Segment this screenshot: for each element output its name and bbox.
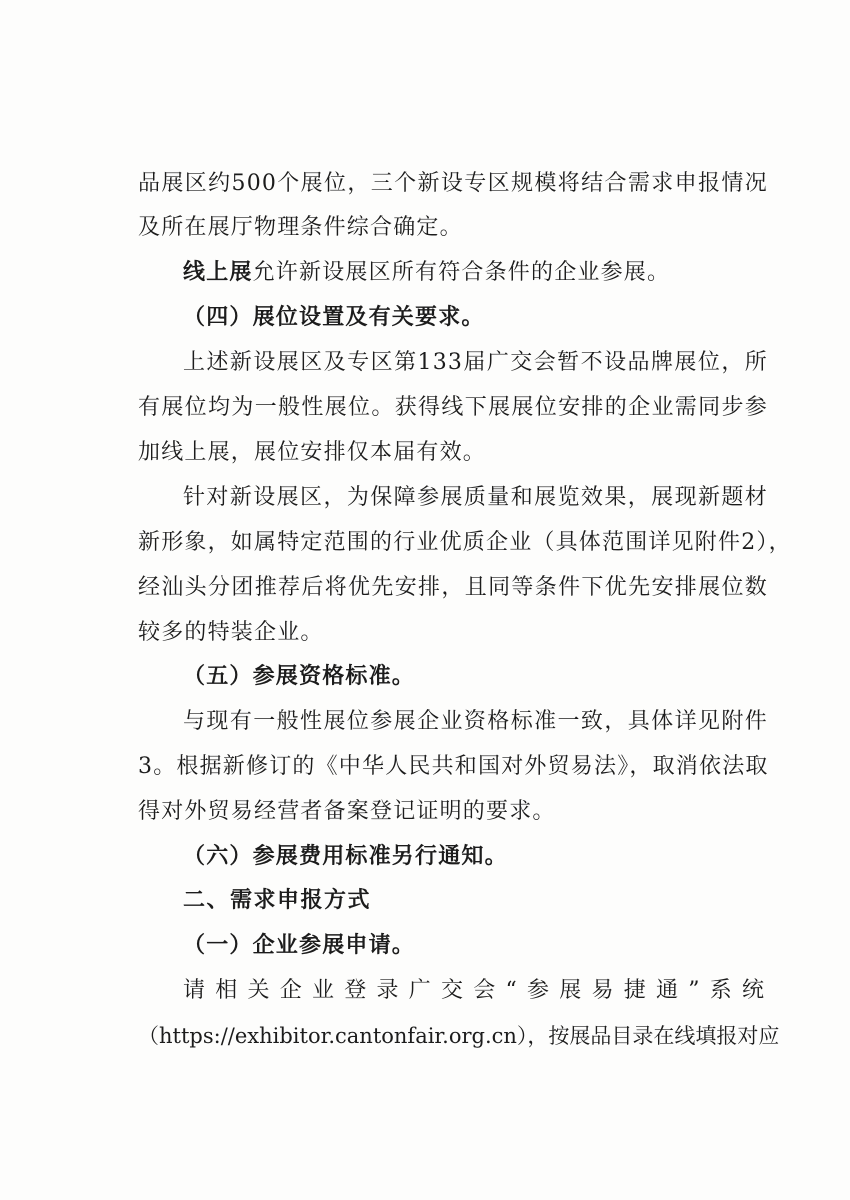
paragraph-line: 得对外贸易经营者备案登记证明的要求。 — [138, 799, 556, 824]
subsection-title-1: （一）企业参展申请。 — [183, 933, 416, 958]
paragraph-line: 新形象，如属特定范围的行业优质企业（具体范围详见附件2）， — [138, 530, 792, 555]
paragraph-line: 有展位均为一般性展位。获得线下展展位安排的企业需同步参 — [138, 395, 768, 420]
paragraph-line-url: （https://exhibitor.cantonfair.org.cn），按展品目录在线填报对应 — [138, 1024, 780, 1048]
paragraph-line: 上述新设展区及专区第133届广交会暂不设品牌展位，所 — [183, 350, 768, 375]
paragraph-line: 品展区约500个展位，三个新设专区规模将结合需求申报情况 — [138, 171, 768, 196]
paragraph-online-expo — [183, 257, 768, 289]
paragraph-line: 针对新设展区，为保障参展质量和展览效果，展现新题材 — [183, 485, 768, 510]
paragraph-line: 加线上展，展位安排仅本届有效。 — [138, 440, 487, 465]
paragraph-line: 请相关企业登录广交会“参展易捷通”系统 — [183, 978, 768, 1003]
paragraph-line: 及所在展厅物理条件综合确定。 — [138, 215, 463, 240]
paragraph-line: 较多的特装企业。 — [138, 620, 324, 645]
section-title-5: （五）参展资格标准。 — [183, 664, 416, 689]
section-title-4: （四）展位设置及有关要求。 — [183, 305, 485, 330]
paragraph-text: 允许新设展区所有符合条件的企业参展。 — [252, 260, 671, 285]
paragraph-line: 与现有一般性展位参展企业资格标准一致，具体详见附件 — [183, 709, 768, 734]
bold-lead: 线上展 — [183, 260, 253, 285]
heading-level-2: 二、需求申报方式 — [183, 888, 372, 913]
paragraph-line: 3。根据新修订的《中华人民共和国对外贸易法》，取消依法取 — [138, 754, 769, 779]
paragraph-line: 经汕头分团推荐后将优先安排，且同等条件下优先安排展位数 — [138, 575, 768, 600]
section-title-6: （六）参展费用标准另行通知。 — [183, 844, 508, 869]
